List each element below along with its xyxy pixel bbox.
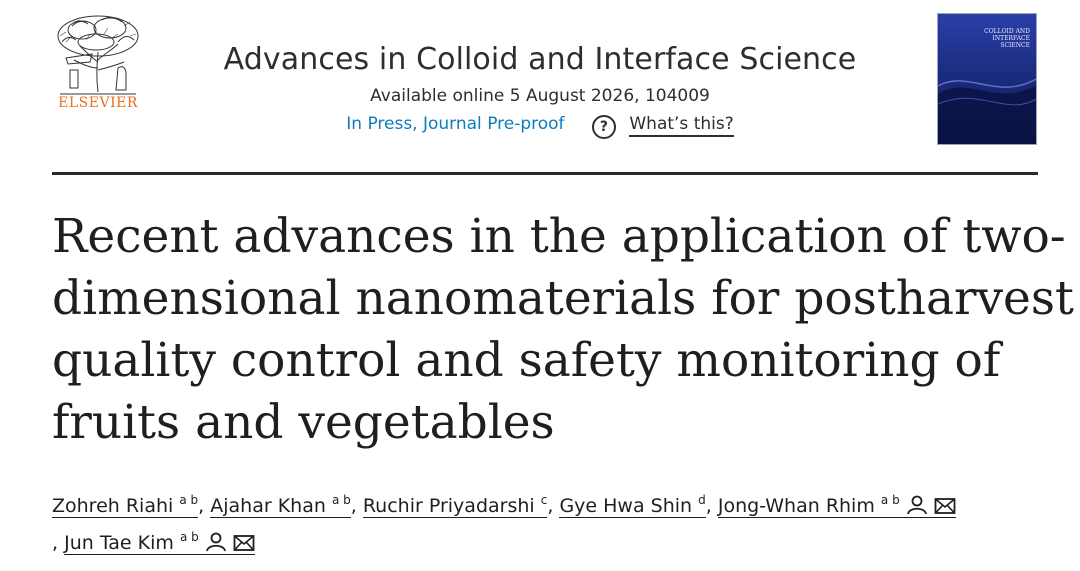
- author-link[interactable]: [64, 532, 255, 555]
- affiliation-marks: a b: [179, 530, 199, 544]
- author-link[interactable]: [559, 495, 705, 518]
- author-link[interactable]: [210, 495, 351, 518]
- author-name: Gye Hwa Shin: [559, 495, 693, 517]
- author-list: [52, 488, 1052, 562]
- title-line: fruits and vegetables: [52, 395, 555, 450]
- availability-text: Available online 5 August 2026, 104009: [370, 86, 710, 106]
- affiliation-marks: a b: [179, 493, 199, 507]
- author-separator: ,: [705, 495, 712, 517]
- help-circle-icon[interactable]: ?: [592, 115, 616, 139]
- title-line: quality control and safety monitoring of: [52, 333, 1001, 388]
- whats-this-link[interactable]: What’s this?: [629, 114, 733, 137]
- person-icon: [906, 495, 928, 515]
- author-separator: ,: [350, 495, 357, 517]
- journal-title-link[interactable]: Advances in Colloid and Interface Science: [223, 42, 857, 77]
- cover-title: COLLOID AND INTERFACE SCIENCE: [984, 28, 1030, 49]
- person-icon: [205, 532, 227, 552]
- in-press-status: In Press, Journal Pre-proof: [346, 114, 565, 134]
- title-line: Recent advances in the application of two-: [52, 209, 1066, 264]
- publisher-name: ELSEVIER: [58, 95, 138, 111]
- envelope-icon: [233, 534, 255, 552]
- article-header: [0, 0, 1080, 175]
- author-name: Ajahar Khan: [210, 495, 326, 517]
- header-divider: [52, 172, 1038, 175]
- journal-info: [150, 40, 930, 139]
- affiliation-marks: c: [540, 493, 548, 507]
- affiliation-marks: d: [698, 493, 706, 507]
- tree-illustration-icon: [52, 12, 144, 100]
- envelope-icon: [934, 497, 956, 515]
- author-name: Jun Tae Kim: [64, 532, 174, 554]
- author-name: Jong-Whan Rhim: [717, 495, 875, 517]
- author-separator: ,: [52, 532, 59, 554]
- status-row: [150, 114, 930, 139]
- affiliation-marks: a b: [331, 493, 351, 507]
- article-title: [52, 206, 1074, 454]
- author-name: Ruchir Priyadarshi: [362, 495, 535, 517]
- author-name: Zohreh Riahi: [52, 495, 174, 517]
- affiliation-marks: a b: [880, 493, 900, 507]
- author-link[interactable]: [363, 495, 548, 518]
- journal-cover-thumbnail[interactable]: [937, 13, 1037, 145]
- author-separator: ,: [198, 495, 205, 517]
- author-link[interactable]: [52, 495, 198, 518]
- title-line: dimensional nanomaterials for postharvest: [52, 271, 1074, 326]
- author-link[interactable]: [718, 495, 956, 518]
- author-separator: ,: [547, 495, 554, 517]
